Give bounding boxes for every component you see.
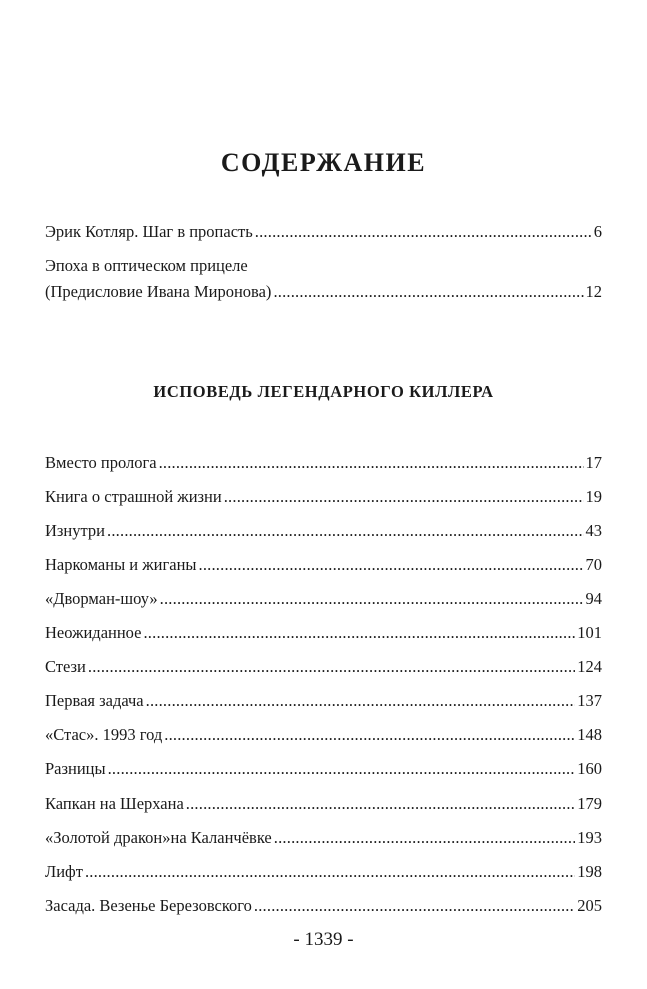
- toc-row: [45, 453, 602, 473]
- toc-page-number: 179: [577, 794, 602, 813]
- toc-label-line1: Эпоха в оптическом прицеле: [45, 256, 248, 275]
- toc-label: «Золотой дракон»на Каланчёвке: [45, 828, 272, 847]
- dot-leader: [164, 725, 575, 745]
- toc-label: Капкан на Шерхана: [45, 794, 184, 813]
- section-title: ИСПОВЕДЬ ЛЕГЕНДАРНОГО КИЛЛЕРА: [153, 382, 494, 401]
- toc-page-number: 160: [577, 759, 602, 778]
- toc-label: Неожиданное: [45, 623, 142, 642]
- toc-page-number: 17: [585, 453, 602, 472]
- dot-leader: [255, 222, 592, 242]
- toc-label: Разницы: [45, 759, 106, 778]
- toc-label: Наркоманы и жиганы: [45, 555, 197, 574]
- toc-page-number: 198: [577, 862, 602, 881]
- toc-page-number: 6: [593, 222, 602, 241]
- toc-row: [45, 759, 602, 779]
- toc-label: Первая задача: [45, 691, 144, 710]
- dot-leader: [85, 862, 575, 882]
- page-title: СОДЕРЖАНИЕ: [220, 148, 427, 177]
- toc-page-number: 19: [585, 487, 602, 506]
- dot-leader: [160, 589, 584, 609]
- toc-page-number: 94: [585, 589, 602, 608]
- dot-leader: [199, 555, 584, 575]
- dot-leader: [273, 282, 583, 302]
- toc-label: Эрик Котляр. Шаг в пропасть: [45, 222, 253, 241]
- dot-leader: [186, 794, 575, 814]
- toc-label: Вместо пролога: [45, 453, 157, 472]
- dot-leader: [274, 828, 575, 848]
- toc-row: [45, 623, 602, 643]
- toc-page-number: 101: [577, 623, 602, 642]
- toc-row: [45, 794, 602, 814]
- toc-label: «Дворман-шоу»: [45, 589, 158, 608]
- toc-label: Засада. Везенье Березовского: [45, 896, 252, 915]
- toc-row: [45, 487, 602, 507]
- toc-row: [45, 589, 602, 609]
- toc-row: [45, 222, 602, 242]
- toc-row: [45, 555, 602, 575]
- toc-row: [45, 896, 602, 916]
- toc-label: Стези: [45, 657, 86, 676]
- toc-page-number: 12: [585, 282, 602, 301]
- toc-row: [45, 691, 602, 711]
- dot-leader: [159, 453, 584, 473]
- toc-row: [45, 828, 602, 848]
- page-folio: - 1339 -: [293, 929, 354, 950]
- toc-row: [45, 521, 602, 541]
- dot-leader: [254, 896, 575, 916]
- toc-label: Изнутри: [45, 521, 106, 540]
- toc-page-number: 137: [577, 691, 602, 710]
- toc-row: [45, 725, 602, 745]
- toc-label: «Стас». 1993 год: [45, 725, 163, 744]
- dot-leader: [107, 521, 583, 541]
- toc-page-number: 148: [577, 725, 602, 744]
- dot-leader: [143, 623, 575, 643]
- toc-row: [45, 862, 602, 882]
- toc-page-number: 124: [577, 657, 602, 676]
- dot-leader: [224, 487, 584, 507]
- dot-leader: [88, 657, 575, 677]
- toc-page-number: 193: [577, 828, 602, 847]
- toc-row: [45, 282, 602, 302]
- dot-leader: [146, 691, 576, 711]
- toc-page-number: 70: [585, 555, 602, 574]
- toc-label: (Предисловие Ивана Миронова): [45, 282, 272, 301]
- toc-row: [45, 657, 602, 677]
- toc-label: Книга о страшной жизни: [45, 487, 222, 506]
- toc-page-number: 43: [585, 521, 602, 540]
- dot-leader: [108, 759, 576, 779]
- toc-label: Лифт: [45, 862, 83, 881]
- toc-page-number: 205: [577, 896, 602, 915]
